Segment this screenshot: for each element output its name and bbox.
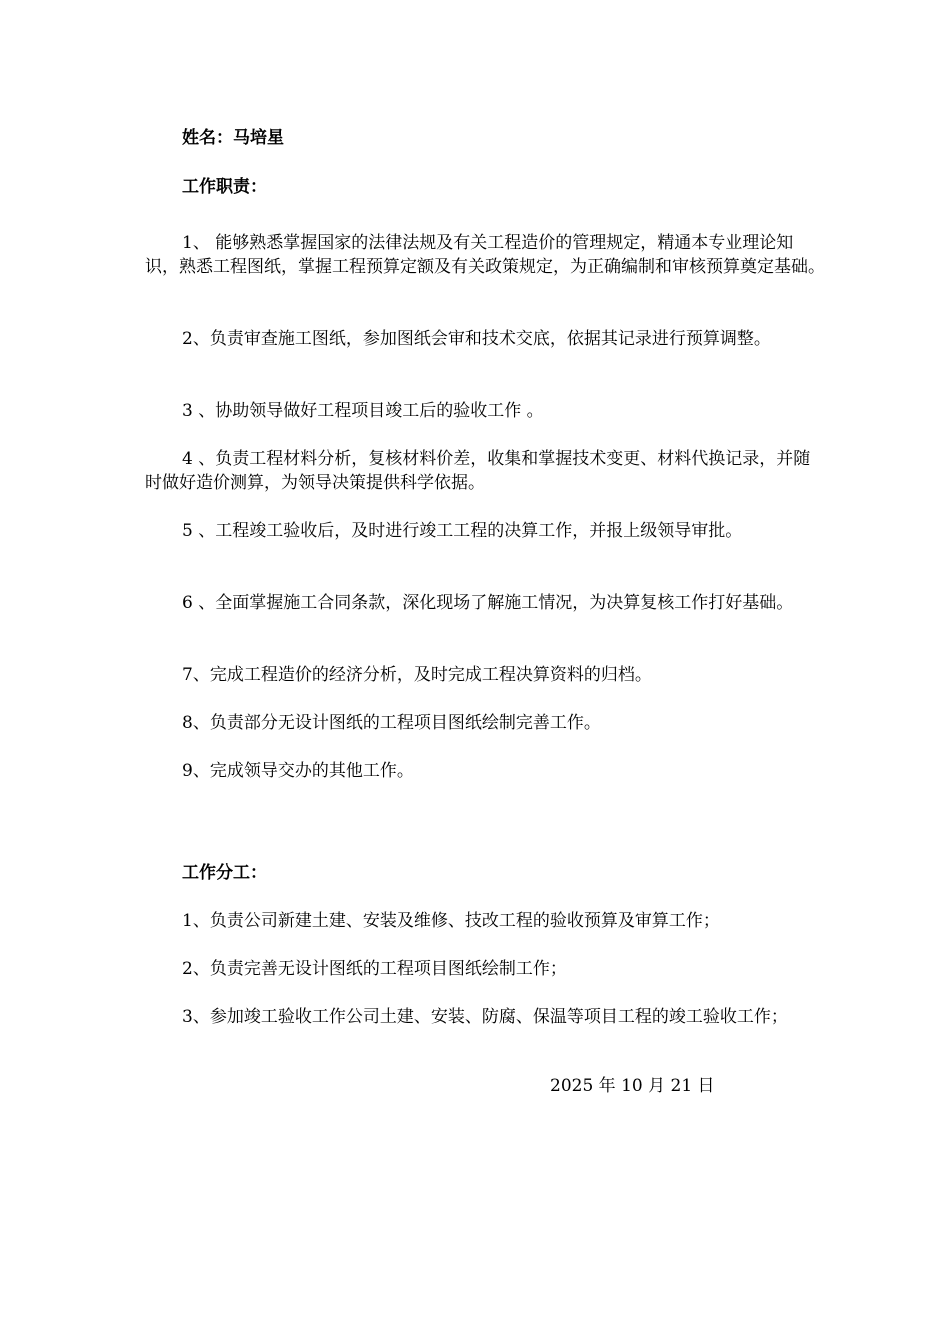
division-heading: 工作分工：: [182, 863, 267, 883]
duty-item-5: 5 、工程竣工验收后，及时进行竣工工程的决算工作，并报上级领导审批。: [182, 521, 743, 541]
document-date: 2025 年 10 月 21 日: [550, 1076, 715, 1096]
duty-item-9: 9、完成领导交办的其他工作。: [182, 761, 414, 781]
duty-item-1: 1、 能够熟悉掌握国家的法律法规及有关工程造价的管理规定，精通本专业理论知识，熟悉工程图纸，掌握工程预算定额及有关政策规定，为正确编制和审核预算奠定基础。: [145, 233, 825, 277]
duty-item-6: 6 、全面掌握施工合同条款，深化现场了解施工情况，为决算复核工作打好基础。: [182, 593, 794, 613]
division-item-1: 1、负责公司新建土建、安装及维修、技改工程的验收预算及审算工作；: [182, 911, 720, 931]
duty-item-4: 4 、负责工程材料分析，复核材料价差，收集和掌握技术变更、材料代换记录，并随时做好造价测算，为领导决策提供科学依据。: [145, 449, 811, 493]
duty-item-3: 3 、协助领导做好工程项目竣工后的验收工作 。: [182, 401, 544, 421]
division-item-3: 3、参加竣工验收工作公司土建、安装、防腐、保温等项目工程的竣工验收工作；: [182, 1007, 788, 1027]
duty-item-2: 2、负责审查施工图纸，参加图纸会审和技术交底，依据其记录进行预算调整。: [182, 329, 771, 349]
duty-item-7: 7、完成工程造价的经济分析，及时完成工程决算资料的归档。: [182, 665, 652, 685]
name-line: 姓名：马培星: [182, 128, 284, 148]
duty-item-8: 8、负责部分无设计图纸的工程项目图纸绘制完善工作。: [182, 713, 601, 733]
division-item-2: 2、负责完善无设计图纸的工程项目图纸绘制工作；: [182, 959, 567, 979]
duties-heading: 工作职责：: [182, 177, 267, 197]
